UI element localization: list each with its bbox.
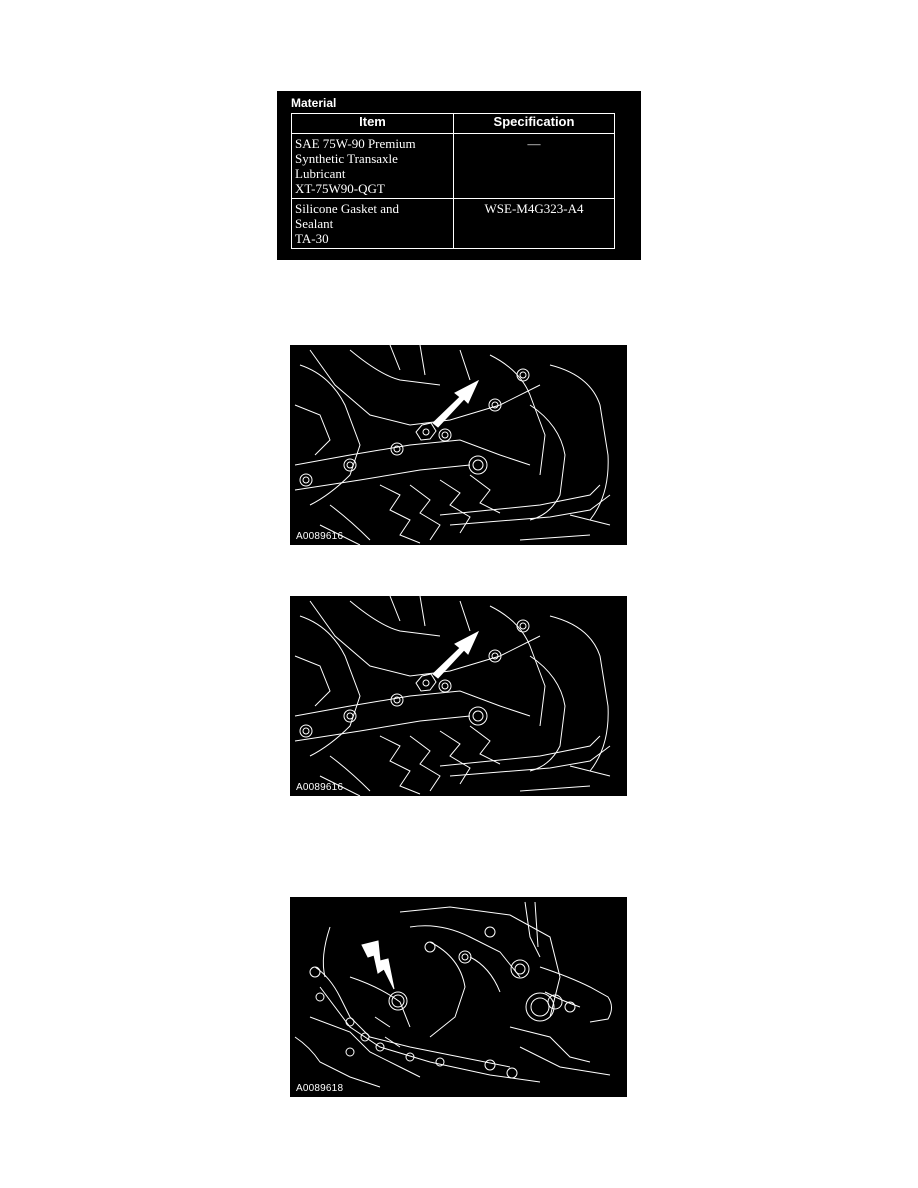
item-cell <box>292 134 454 199</box>
item-text-line: Lubricant <box>295 166 346 181</box>
figure-id-label: A0089618 <box>296 1083 344 1094</box>
transaxle-line-drawing <box>290 345 627 545</box>
item-cell <box>292 199 454 249</box>
table-row <box>292 199 615 249</box>
transaxle-illustration-3 <box>290 897 627 1097</box>
item-text-line: XT-75W90-QGT <box>295 181 385 196</box>
specification-cell: WSE-M4G323-A4 <box>454 199 615 249</box>
material-title: Material <box>291 96 337 110</box>
material-table-panel <box>277 91 641 260</box>
item-text-line: Synthetic Transaxle <box>295 151 398 166</box>
figure-id-label: A0089616 <box>296 531 344 542</box>
item-text-line: SAE 75W-90 Premium <box>295 136 416 151</box>
transaxle-illustration-2 <box>290 596 627 796</box>
transaxle-illustration-1 <box>290 345 627 545</box>
transaxle-line-drawing <box>290 596 627 796</box>
material-header-row <box>292 114 615 134</box>
table-row <box>292 134 615 199</box>
material-table <box>291 113 615 249</box>
item-text-line: Sealant <box>295 216 334 231</box>
item-column-header: Item <box>292 114 454 134</box>
transaxle-line-drawing <box>290 897 627 1097</box>
item-text-line: TA-30 <box>295 231 329 246</box>
specification-column-header: Specification <box>454 114 615 134</box>
specification-cell: — <box>454 134 615 199</box>
figure-id-label: A0089616 <box>296 782 344 793</box>
item-text-line: Silicone Gasket and <box>295 201 399 216</box>
